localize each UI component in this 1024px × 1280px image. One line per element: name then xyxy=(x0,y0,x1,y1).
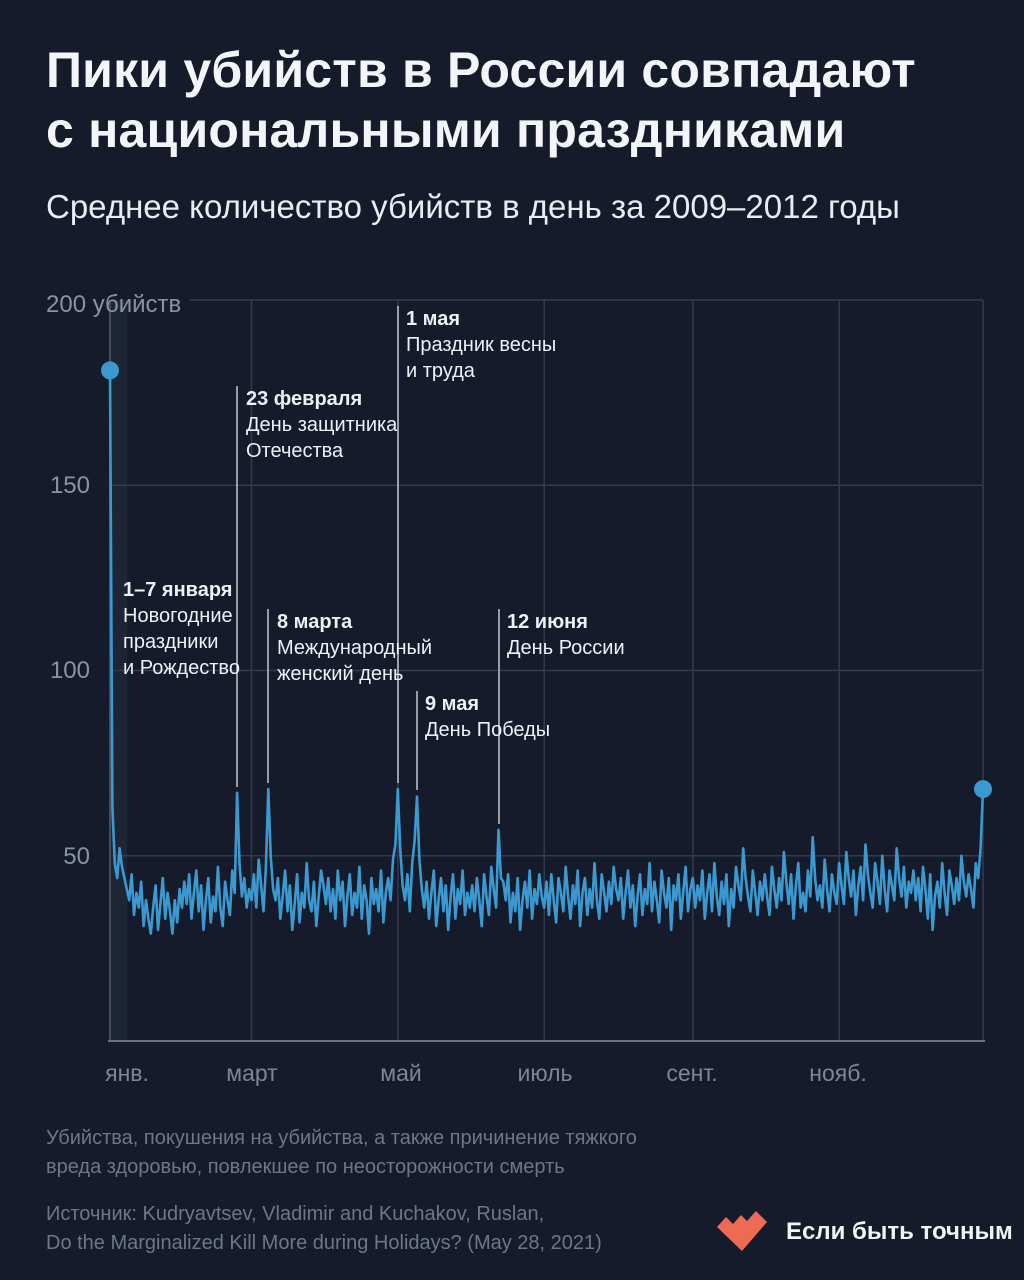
annotation-date: 9 мая xyxy=(425,693,480,715)
chart-source: Источник: Kudryavtsev, Vladimir and Kuchakov, Ruslan, Do the Marginalized Kill More during Holidays? (May 28, 2021) xyxy=(46,1203,602,1254)
title-line-2: с национальными праздниками xyxy=(46,102,846,158)
annotation-jun12: 12 июня День России xyxy=(507,611,625,659)
annotation-may1: 1 мая Праздник весны и труда xyxy=(406,308,557,382)
annotation-date: 23 февраля xyxy=(246,388,363,410)
end-dot xyxy=(974,780,992,798)
brand-heart-icon xyxy=(717,1211,767,1251)
annotation-date: 12 июня xyxy=(507,611,588,633)
annotation-mar8: 8 марта Международный женский день xyxy=(277,611,433,685)
page-title xyxy=(46,40,916,160)
annotation-feb23: 23 февраля День защитника Отечества xyxy=(246,388,398,462)
y-tick-100: 100 xyxy=(49,657,90,684)
x-tick-may: май xyxy=(380,1060,422,1086)
annotation-date: 1–7 января xyxy=(123,579,233,601)
title-line-1: Пики убийств в России совпадают xyxy=(46,42,916,98)
y-tick-200: 200 убийств xyxy=(46,291,182,318)
y-tick-150: 150 xyxy=(49,472,90,499)
brand-name: Если быть точным xyxy=(786,1218,1013,1245)
x-tick-jul: июль xyxy=(517,1060,573,1086)
x-tick-mar: март xyxy=(226,1060,278,1086)
x-tick-jan: янв. xyxy=(105,1060,149,1086)
chart-subtitle: Среднее количество убийств в день за 2009–2012 годы xyxy=(46,188,900,225)
x-tick-sep: сент. xyxy=(666,1060,718,1086)
annotation-jan-holidays: 1–7 января Новогодние праздники и Рождество xyxy=(123,579,240,679)
annotation-date: 8 марта xyxy=(277,611,353,633)
y-tick-50: 50 xyxy=(63,843,90,870)
x-tick-nov: нояб. xyxy=(809,1060,867,1086)
annotation-date: 1 мая xyxy=(406,308,461,330)
chart-footnote: Убийства, покушения на убийства, а также причинение тяжкого вреда здоровью, повлекшее по неосторожности смерть xyxy=(46,1127,637,1178)
annotation-may9: 9 мая День Победы xyxy=(425,693,551,741)
start-dot xyxy=(101,361,119,379)
